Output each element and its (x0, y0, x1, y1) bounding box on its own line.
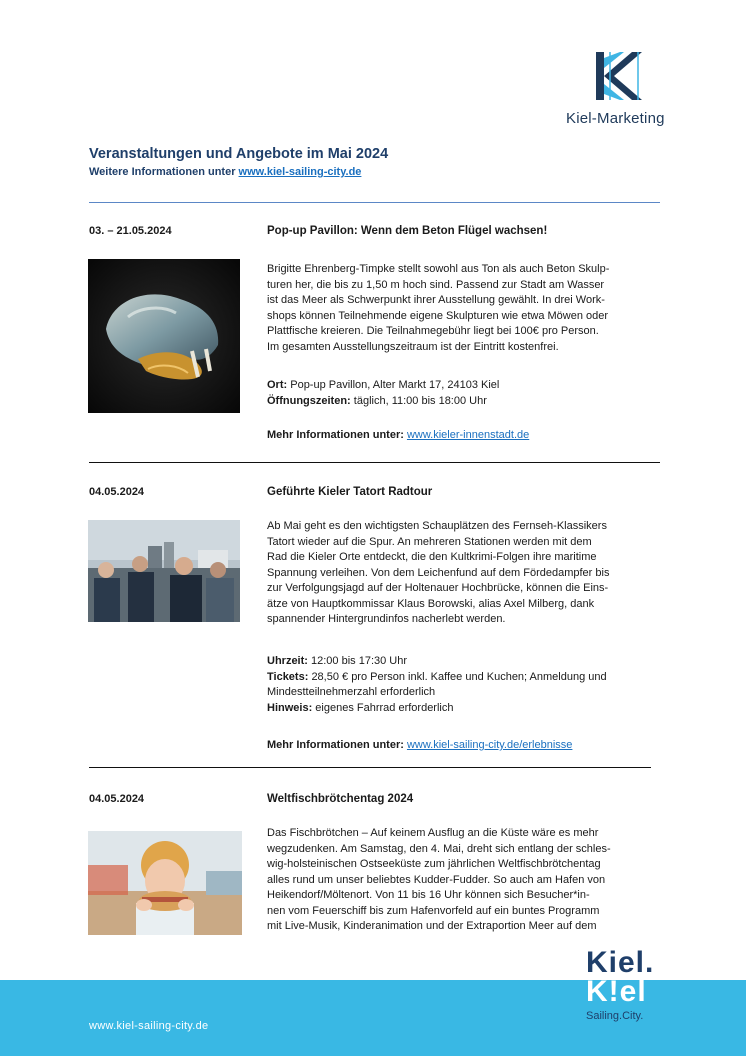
event-1-photo-sculpture (88, 259, 240, 413)
event-divider-2 (89, 767, 651, 768)
event-2-details (267, 654, 660, 716)
event-2-note-label: Hinweis: (267, 701, 313, 714)
event-1-ort: Pop-up Pavillon, Alter Markt 17, 24103 Kiel (290, 379, 500, 391)
event-3-line: wig-holsteinischen Ostseeküste zum jährlichen Weltfischbrötchentag (267, 858, 601, 870)
footer-logo-tagline: Sailing.City. (586, 1010, 644, 1022)
event-2-tickets: 28,50 € pro Person inkl. Kaffee und Kuchen; Anmeldung und (311, 670, 607, 683)
event-3-line: Das Fischbrötchen – Auf keinem Ausflug an die Küste wäre es mehr (267, 827, 599, 839)
event-2-line: Rad die Kieler Orte entdeckt, die den Kultkrimi-Folgen ihre maritime (267, 551, 597, 563)
event-2-line: Ab Mai geht es den wichtigsten Schauplätzen des Fernseh-Klassikers (267, 520, 607, 532)
event-2-title: Geführte Kieler Tatort Radtour (267, 486, 433, 498)
event-3-photo-fischbroetchen (88, 831, 242, 935)
event-1-line: ist das Meer als Schwerpunkt ihrer Ausstellung gewählt. In drei Work- (267, 294, 605, 306)
event-1-more-link[interactable]: www.kieler-innenstadt.de (406, 429, 530, 441)
event-3-line: mit Live-Musik, Kinderanimation und der Extraportion Meer auf dem (267, 920, 597, 932)
page-subtitle (89, 166, 361, 178)
footer-logo-word: Kiel. (586, 946, 655, 979)
brand-name: Kiel-Marketing (566, 110, 665, 127)
event-2-line: ätze von Hauptkommissar Klaus Borowski, alias Axel Milberg, dank (267, 597, 595, 610)
event-3-title: Weltfischbrötchentag 2024 (267, 793, 414, 805)
event-2-photo-tour (88, 520, 240, 622)
event-2-line: zur Verfolgungsjagd auf der Holtenauer Hochbrücke, können die Eins- (267, 582, 609, 594)
footer-logo-word-alt: K!el (586, 975, 647, 1008)
kiel-marketing-logo (566, 48, 676, 127)
event-1-details (267, 378, 660, 409)
event-3-line: Heikendorf/Möltenort. Von 11 bis 16 Uhr können sich Besucher*in- (267, 889, 590, 901)
header-divider (89, 202, 660, 203)
event-1-hours: täglich, 11:00 bis 18:00 Uhr (353, 394, 487, 407)
subtitle-prefix: Weitere Informationen unter (89, 166, 239, 178)
event-1-title: Pop-up Pavillon: Wenn dem Beton Flügel wachsen! (267, 225, 548, 237)
event-3-date: 04.05.2024 (89, 793, 145, 805)
event-2-more-link[interactable]: www.kiel-sailing-city.de/erlebnisse (406, 739, 573, 751)
event-2-note: eigenes Fahrrad erforderlich (315, 701, 454, 714)
event-2-line: Spannung verleihen. Von dem Leichenfund auf dem Fördedampfer bis (267, 566, 610, 579)
event-3-line: wegzudenken. Am Samstag, den 4. Mai, dreht sich entlang der schles- (267, 842, 611, 855)
event-1-more-label: Mehr Informationen unter: (267, 429, 404, 441)
kiel-sailing-city-logo (586, 948, 686, 1022)
event-2-more (267, 738, 660, 754)
event-2-time: 12:00 bis 17:30 Uhr (311, 655, 408, 667)
event-3-line: nen vom Feuerschiff bis zum Hafenvorfeld auf ein buntes Programm (267, 904, 600, 917)
event-3-line: alles rund um unser beliebtes Kudder-Fudder. So auch am Hafen von (267, 873, 606, 886)
footer-url[interactable]: www.kiel-sailing-city.de (89, 1020, 209, 1032)
page-title: Veranstaltungen und Angebote im Mai 2024 (89, 146, 389, 162)
event-1-line: turen her, die bis zu 1,50 m hoch sind. Passend zur Stadt am Wasser (267, 278, 605, 291)
event-1-line: Plattfische kreieren. Die Teilnahmegebühr liegt bei 100€ pro Person. (267, 325, 599, 337)
event-2-tickets-cont: Mindestteilnehmerzahl erforderlich (267, 686, 436, 698)
subtitle-link[interactable]: www.kiel-sailing-city.de (238, 166, 362, 178)
k-logo-icon (590, 48, 646, 104)
event-1-line: Brigitte Ehrenberg-Timpke stellt sowohl aus Ton als auch Beton Skulp- (267, 263, 610, 275)
event-1-date: 03. – 21.05.2024 (89, 225, 172, 237)
event-2-tickets-label: Tickets: (267, 670, 309, 683)
event-divider-1 (89, 462, 660, 463)
event-1-hours-label: Öffnungszeiten: (267, 394, 351, 407)
event-1-description (267, 262, 660, 355)
event-2-more-label: Mehr Informationen unter: (267, 739, 404, 751)
event-1-line: shops können Teilnehmende eigene Skulpturen wie etwa Möwen oder (267, 309, 609, 322)
event-2-line: spannender Hintergrundinfos nacherlebt werden. (267, 613, 506, 625)
event-2-date: 04.05.2024 (89, 486, 145, 498)
event-1-line: Im gesamten Ausstellungszeitraum ist der Eintritt kostenfrei. (267, 340, 559, 353)
event-1-more (267, 428, 660, 444)
event-3-description (267, 826, 660, 935)
event-2-line: Tatort wieder auf die Spur. An mehreren Stationen werden mit dem (267, 535, 592, 548)
event-2-description (267, 519, 660, 628)
event-2-time-label: Uhrzeit: (267, 655, 308, 667)
event-1-ort-label: Ort: (267, 379, 288, 391)
